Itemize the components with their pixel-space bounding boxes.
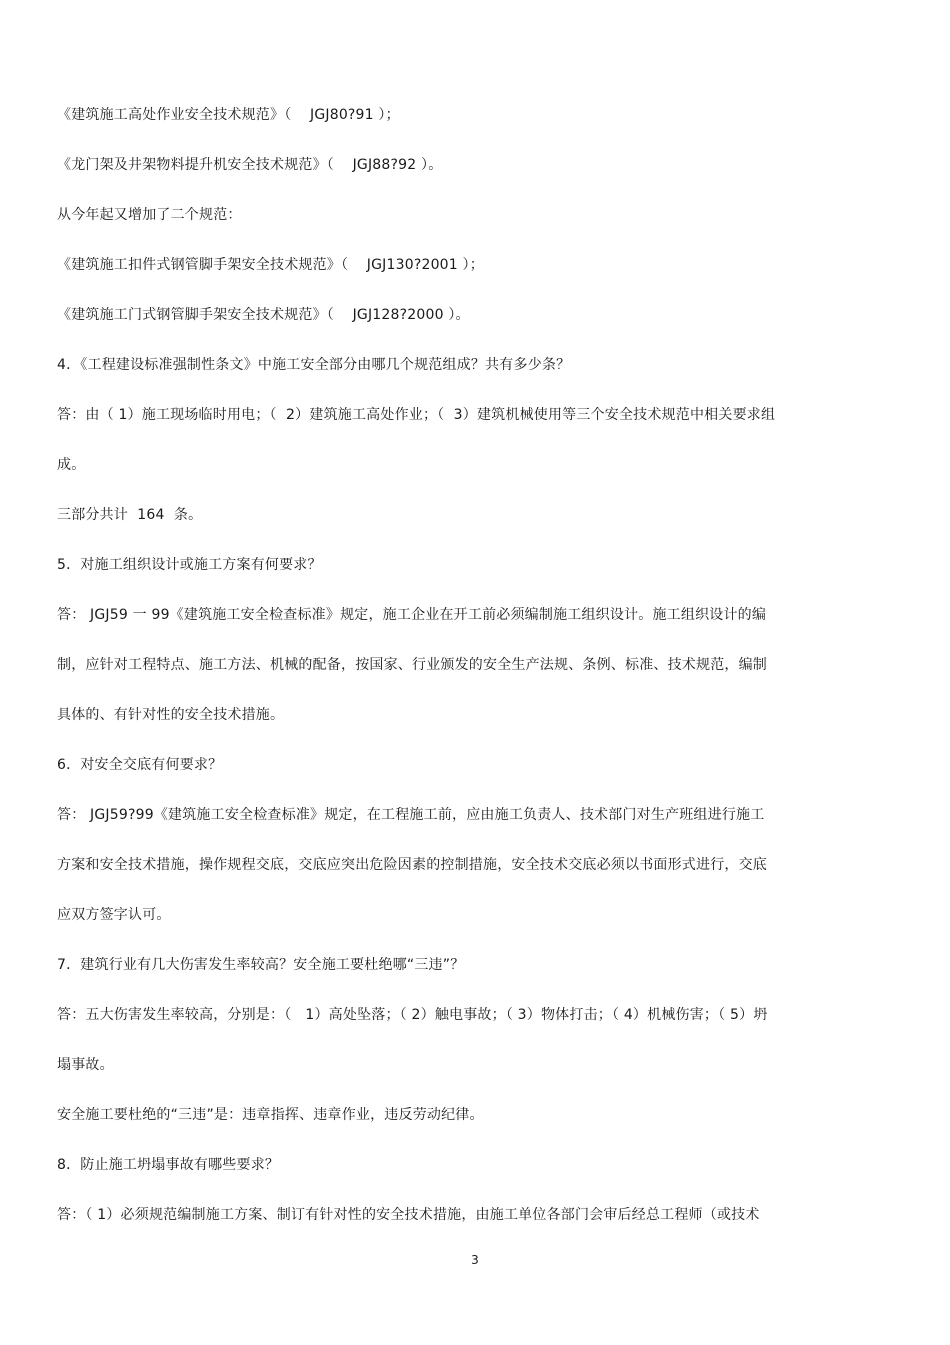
text-line: 《建筑施工扣件式钢管脚手架安全技术规范》（ JGJ130?2001 ）； (57, 257, 484, 273)
answer-text: 塌事故。 (57, 1057, 114, 1073)
answer-text: 成。 (57, 457, 86, 473)
question-heading: 5．对施工组织设计或施工方案有何要求？ (57, 557, 322, 573)
answer-text: 制，应针对工程特点、施工方法、机械的配备，按国家、行业颁发的安全生产法规、条例、标准、技术规范，编制 (57, 657, 767, 673)
question-heading: 6．对安全交底有何要求？ (57, 757, 223, 773)
question-heading: 8．防止施工坍塌事故有哪些要求？ (57, 1157, 280, 1173)
answer-text: 应双方签字认可。 (57, 907, 171, 923)
answer-text: 具体的、有针对性的安全技术措施。 (57, 707, 285, 723)
answer-text: 答：由（ 1）施工现场临时用电；（ 2）建筑施工高处作业；（ 3）建筑机械使用等三个安全技术规范中相关要求组 (57, 407, 776, 423)
question-heading: 7．建筑行业有几大伤害发生率较高？安全施工要杜绝哪“三违”？ (57, 957, 465, 973)
text-line: 从今年起又增加了二个规范： (57, 207, 242, 223)
text-line: 《建筑施工高处作业安全技术规范》（ JGJ80?91 ）； (57, 107, 400, 123)
answer-text: 答： JGJ59 一 99《建筑施工安全检查标准》规定，施工企业在开工前必须编制施工组织设计。施工组织设计的编 (57, 607, 767, 623)
answer-text: 答：（ 1）必须规范编制施工方案、制订有针对性的安全技术措施，由施工单位各部门会审后经总工程师（或技术 (57, 1207, 760, 1223)
page-number: 3 (471, 1253, 479, 1267)
text-line: 《建筑施工门式钢管脚手架安全技术规范》（ JGJ128?2000 ）。 (57, 307, 470, 323)
question-heading: 4．《工程建设标准强制性条文》中施工安全部分由哪几个规范组成？共有多少条？ (57, 357, 571, 373)
answer-text: 答：五大伤害发生率较高，分别是：（ 1）高处坠落；（ 2）触电事故；（ 3）物体打击；（ 4）机械伤害；（ 5）坍 (57, 1007, 768, 1023)
answer-text: 答： JGJ59?99《建筑施工安全检查标准》规定，在工程施工前，应由施工负责人、技术部门对生产班组进行施工 (57, 807, 765, 823)
text-line: 《龙门架及井架物料提升机安全技术规范》（ JGJ88?92 ）。 (57, 157, 443, 173)
answer-text: 安全施工要杜绝的“三违”是：违章指挥、违章作业，违反劳动纪律。 (57, 1107, 484, 1123)
answer-text: 三部分共计 164 条。 (57, 507, 203, 523)
answer-text: 方案和安全技术措施，操作规程交底，交底应突出危险因素的控制措施，安全技术交底必须以书面形式进行，交底 (57, 857, 767, 873)
